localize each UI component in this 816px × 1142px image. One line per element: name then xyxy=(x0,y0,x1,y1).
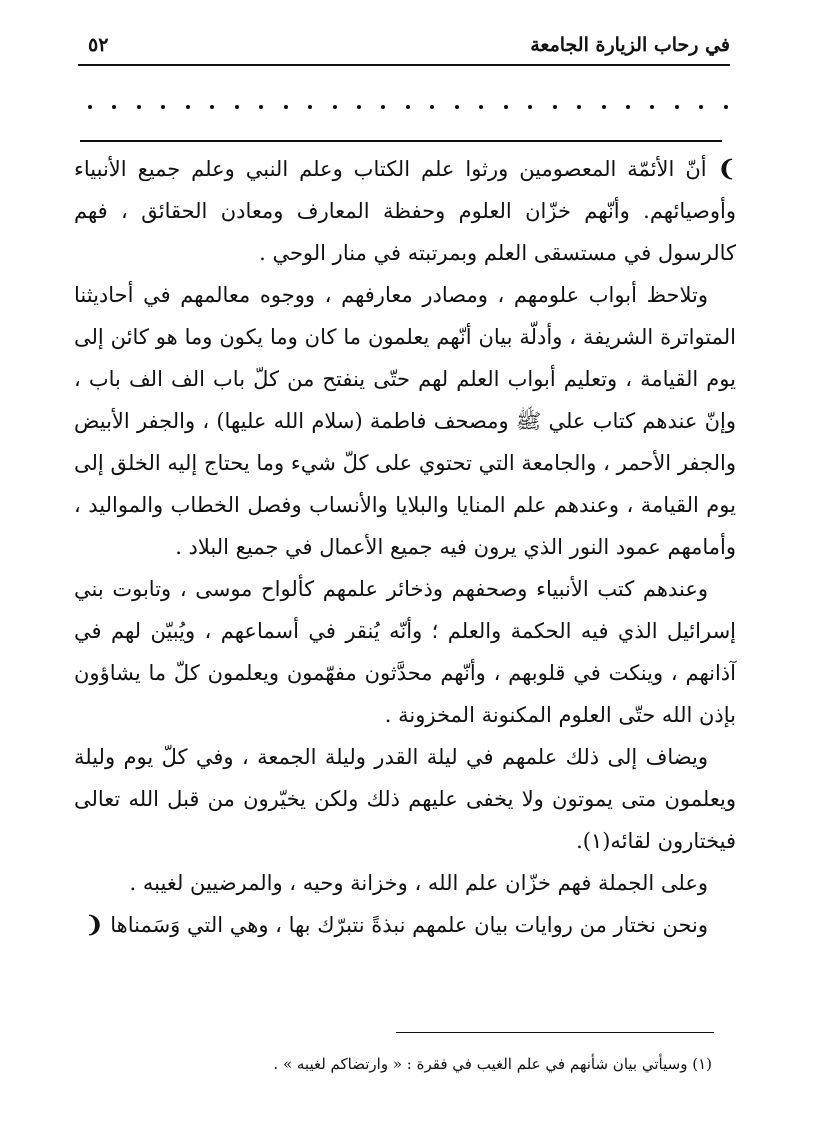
separator-dot xyxy=(479,105,483,109)
separator-dot xyxy=(455,105,459,109)
paragraph: وتلاحظ أبواب علومهم ، ومصادر معارفهم ، ووجوه معالمهم في أحاديثنا المتواترة الشريفة ، وأدلّة بيان أنّهم يعلمون ما كان وما يكون وما هو كائن إلى يوم القيامة ، وتعليم أبواب العلم لهم حتّى ينفتح من كلّ باب الف الف باب ، وإنّ عندهم كتاب علي ﷺ ومصحف فاطمة (سلام الله عليها) ، والجفر الأبيض والجفر الأحمر ، والجامعة التي تحتوي على كلّ شيء وما يحتاج إليه الخلق إلى يوم القيامة ، وعندهم علم المنايا والبلايا والأنساب وفصل الخطاب والمواليد ، وأمامهم عمود النور الذي يرون فيه جميع الأعمال في جميع البلاد . xyxy=(74,283,736,559)
separator-dot xyxy=(357,105,361,109)
header-rule xyxy=(78,64,730,66)
separator-dot xyxy=(602,105,606,109)
paragraph: وعلى الجملة فهم خزّان علم الله ، وخزانة وحيه ، والمرضيين لغيبه . xyxy=(129,871,708,895)
separator-dot xyxy=(259,105,263,109)
page-number: ٥٢ xyxy=(88,34,109,56)
separator-dot xyxy=(553,105,557,109)
paragraph-text: أنّ الأئمّة المعصومين ورثوا علم الكتاب وعلم النبي وعلم جميع الأنبياء وأوصيائهم. وأنّهم خزّان العلوم وحفظة المعارف ومعادن الحقائق ، فهم كالرسول في مستسقى العلم وبمرتبته في منار الوحي . xyxy=(74,157,737,265)
separator-dot xyxy=(333,105,337,109)
separator-dot xyxy=(235,105,239,109)
running-title: في رحاب الزيارة الجامعة xyxy=(530,34,730,56)
dotted-separator xyxy=(88,92,728,122)
footnote-rule xyxy=(396,1032,714,1033)
separator-dot xyxy=(381,105,385,109)
separator-dot xyxy=(186,105,190,109)
separator-dot xyxy=(137,105,141,109)
footnote: (١) وسيأتي بيان شأنهم في علم الغيب في فقرة : « وارتضاكم لغيبه » . xyxy=(273,1055,712,1073)
paragraph xyxy=(74,148,736,274)
separator-dot xyxy=(675,105,679,109)
separator-rule xyxy=(80,140,722,142)
separator-dot xyxy=(161,105,165,109)
paragraph: وعندهم كتب الأنبياء وصحفهم وذخائر علمهم كألواح موسى ، وتابوت بني إسرائيل الذي فيه الحكمة والعلم ؛ وأنّه يُنقر في أسماعهم ، ويُبيّن لهم في آذانهم ، وينكت في قلوبهم ، وأنّهم محدَّثون مفهّمون ويعلمون كلّ ما يشاؤون بإذن الله حتّى العلوم المكنونة المخزونة . xyxy=(74,577,736,727)
separator-dot xyxy=(626,105,630,109)
separator-dot xyxy=(724,105,728,109)
separator-dot xyxy=(699,105,703,109)
separator-dot xyxy=(528,105,532,109)
close-quote-mark: ❨ xyxy=(85,912,104,938)
open-quote-mark: ❩ xyxy=(717,156,736,182)
separator-dot xyxy=(577,105,581,109)
separator-dot xyxy=(308,105,312,109)
separator-dot xyxy=(112,105,116,109)
paragraph: ويضاف إلى ذلك علمهم في ليلة القدر وليلة الجمعة ، وفي كلّ يوم وليلة ويعلمون متى يموتون ولا يخفى عليهم ذلك ولكن يخيّرون من قبل الله تعالى فيختارون لقائه(١). xyxy=(74,745,736,853)
separator-dot xyxy=(650,105,654,109)
separator-dot xyxy=(430,105,434,109)
running-header xyxy=(78,26,730,66)
separator-dot xyxy=(504,105,508,109)
main-text xyxy=(74,148,736,946)
separator-dot xyxy=(284,105,288,109)
paragraph xyxy=(74,904,736,946)
separator-dot xyxy=(210,105,214,109)
paragraph-text: ونحن نختار من روايات بيان علمهم نبذةً نتبرّك بها ، وهي التي وَسَمناها xyxy=(110,913,708,937)
separator-dot xyxy=(88,105,92,109)
separator-dot xyxy=(406,105,410,109)
